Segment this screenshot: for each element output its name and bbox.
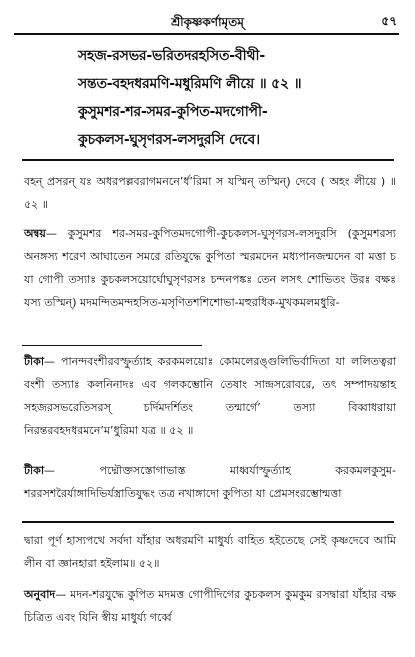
verse-rule [22, 159, 394, 161]
section-rule [22, 345, 202, 346]
verse-line-4: কুচকলস-ঘুসৃণরস-লসদুরসি দেবে। [78, 132, 260, 148]
paragraph-text: দ্বারা পূর্ণ হাস্যপথে সর্বদা যাঁহার অধরমণি মাধুর্য্য বাহিত হইতেছে সেই কৃষ্ণদেবে আমি লীন বা জ্ঞানহারা হইলাম॥ ৫২॥ [24, 534, 396, 570]
paragraph-label: টীকা [24, 355, 45, 368]
paragraph-text: বহন্‌ প্রসরন্‌ যঃ অধরপল্লবরাগমননে’র্ধ’রিমা স যস্মিন্‌ তস্মিন্‌) দেবে ( অহং লীয়ে ) ॥ ৫২ ॥ [24, 175, 396, 211]
tika-paragraph-1 [24, 350, 396, 442]
page-number: ৫৭ [381, 14, 397, 28]
paragraph-text: — মদন-শরযুদ্ধে কুপিত মদমত্ত গোপীদিগের কুচকলস কুমকুম রসদ্বারা যাঁহার বক্ষ চিত্রিত এবং যিনি স্বীয় মাধুর্য্য গর্ব্বে [24, 588, 396, 624]
anubad-paragraph [24, 583, 396, 629]
paragraph-text: — পানন্দবংশীরবস্ফুর্ত্যাহ করকমলয়োঃ কোমলেরঙ্গুলিভির্বাদিতা যা ললিতত্বরা বংশী তস্যাঃ কলনিনাদঃ এব গলকম্ভোনি তেষাং সান্দ্রসরোবরে, তৎ সম্পাদয়ন্তাহ সহজরসভরেতিসরস্ চর্দিমদর্শিতং তন্মার্গে’ তস্যা বিব্বাধরায়া নিরন্তরবহদধরমনে’ম’ধুরিমা যত্র ॥ ৫২ ॥ [24, 355, 396, 437]
paragraph-text: — পদ্মৌক্তসস্তোগাভাস্ত মাধ্বর্যাস্ফুর্ত্যাহ করকমলকুসুম-শররসশরৈর্যাঙ্গাদিভির্যস্ত্রাতিযুদ্ধং তত্র নখাঙ্গাদো কুপিতা যা প্রেমসংরম্ভোন্মত্তা [24, 464, 396, 500]
anvaya-paragraph [24, 222, 396, 314]
paragraph-text: — কুসুমশর শর-সমর-কুপিতমদগোপী-কুচকলস-ঘুসৃণরস-লসদুরসি (কুসুমশরস্য অনঙ্গস্য শরেণ আঘাতেন সমরে রতিযুদ্ধে কুপিতা স্মরমদেন মধ্যপানজন্মদেন বা মত্তা চ যা গোপী তস্যাঃ কুচকলসয়োর্ঘোঘুসৃণরসঃ চন্দনপঙ্কঃ তেন লসৎ শোভিতং উরঃ বক্ষঃ যস্য তস্মিন্‌) মদমন্দিতমন্দহসিত-মসৃণিতশশিশোভা-মহুরধিক-মুখকমলমধুরি- [24, 227, 396, 309]
translation-rule [22, 521, 394, 523]
paragraph-label: টীকা [24, 464, 45, 477]
running-header-title: শ্রীকৃষ্ণকর্ণামৃতম্‌ [171, 15, 244, 29]
verse-line-2: সন্তত-বহদধরমণি-মধুরিমণি লীয়ে ॥ ৫২ ॥ [78, 76, 302, 92]
tika-paragraph-2 [24, 459, 396, 505]
verse-line-1: সহজ-রসভর-ভরিতদরহসিত-বীথী- [78, 48, 265, 64]
header-rule [14, 33, 399, 35]
verse-line-3: কুসুমশর-শর-সমর-কুপিত-মদগোপী- [78, 104, 268, 120]
paragraph-label: অন্বয় [24, 227, 46, 240]
translation-continuation [24, 529, 396, 575]
commentary-continuation [24, 170, 396, 216]
paragraph-label: অনুবাদ [24, 588, 56, 601]
